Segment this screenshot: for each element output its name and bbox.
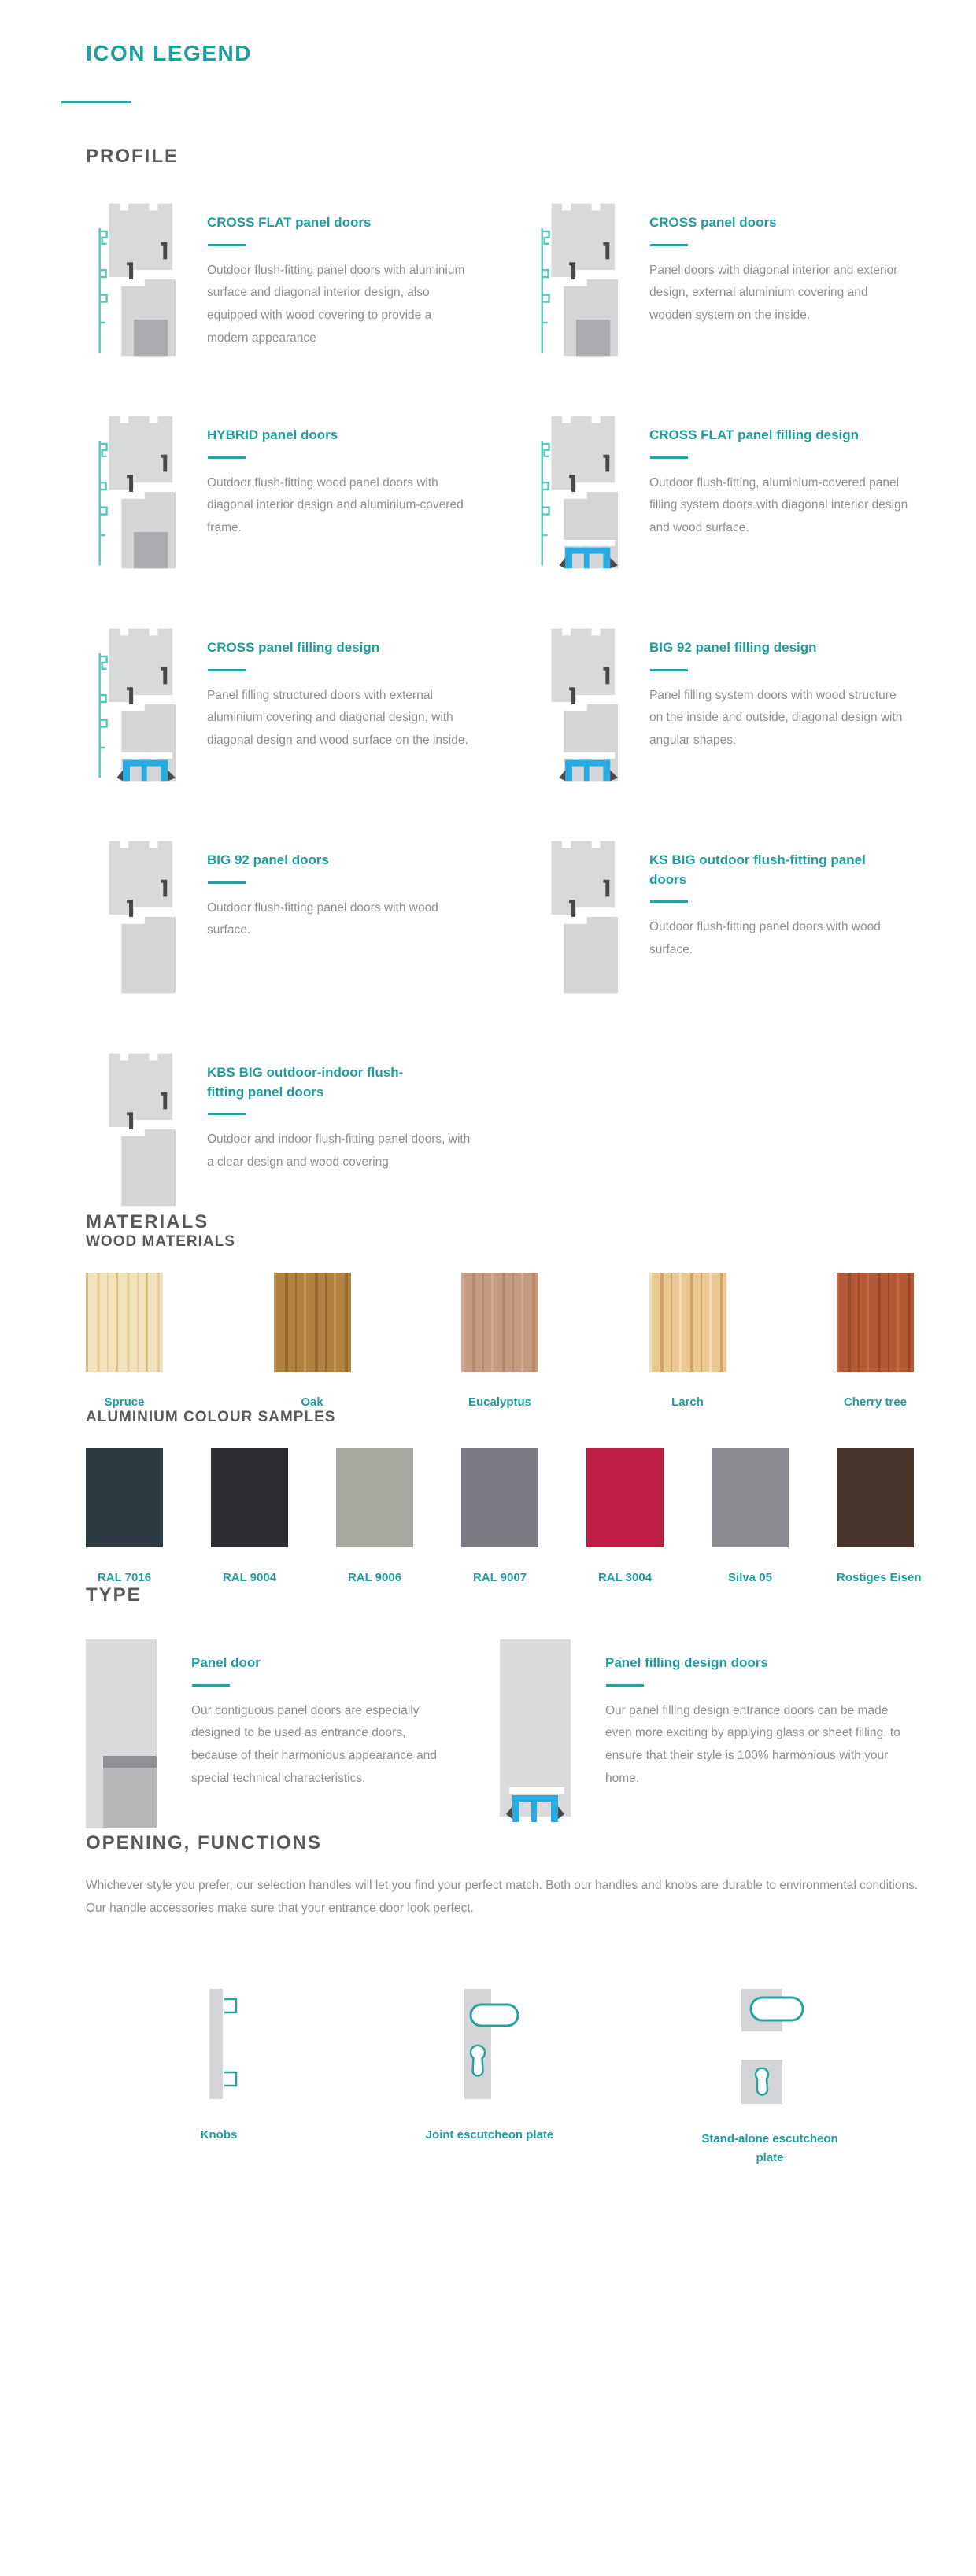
profile-item-underline — [650, 900, 688, 903]
aluminium-sample-label: RAL 9006 — [347, 1571, 402, 1584]
profile-item-description: Panel filling structured doors with external aluminium covering and diagonal design, with diagonal design and wood surface on the inside. — [207, 688, 468, 747]
wood-sample — [86, 1273, 163, 1409]
profile-item — [86, 833, 528, 999]
type-item-underline — [606, 1684, 644, 1687]
wood-sample-label: Cherry tree — [843, 1395, 908, 1409]
hybrid-panel-doors-profile-icon — [86, 408, 179, 574]
profile-item-description: Panel doors with diagonal interior and exterior design, external aluminium covering and wooden system on the inside. — [649, 263, 898, 322]
profile-item-description: Panel filling system doors with wood structure on the inside and outside, diagonal design with angular shapes. — [649, 688, 903, 747]
handles-row — [86, 1987, 921, 2192]
aluminium-sample — [211, 1448, 288, 1584]
wood-sample — [461, 1273, 538, 1409]
type-item-underline — [192, 1684, 230, 1687]
type-item-title: Panel door — [191, 1655, 261, 1670]
aluminium-swatch-row — [86, 1448, 922, 1584]
profile-item-title: CROSS FLAT panel filling design — [649, 427, 860, 442]
profile-item-description: Outdoor flush-fitting panel doors with wood surface. — [649, 920, 881, 956]
aluminium-sample-label: Silva 05 — [728, 1571, 772, 1584]
wood-sample-label: Eucalyptus — [468, 1395, 532, 1409]
aluminium-swatch-image — [86, 1448, 163, 1547]
profile-item-underline — [208, 244, 246, 246]
kbs-big-outdoor-indoor-flush-fitting-panel-doors-profile-icon — [86, 1046, 179, 1211]
aluminium-colour-samples-heading: ALUMINIUM COLOUR SAMPLES — [86, 1409, 336, 1425]
materials-section-heading: MATERIALS — [86, 1211, 209, 1233]
profile-item-underline — [208, 669, 246, 671]
profile-item-description: Outdoor flush-fitting panel doors with aluminium surface and diagonal interior design, also equipped with wood covering to provide a modern appearance — [207, 263, 465, 345]
profile-item-title: BIG 92 panel doors — [207, 852, 329, 867]
handle-item — [667, 1987, 872, 2168]
type-item — [86, 1639, 500, 1832]
panel-filling-design-doors-type-icon — [500, 1639, 571, 1832]
page-title: ICON LEGEND — [86, 41, 252, 65]
panel-door-type-icon — [86, 1639, 157, 1832]
profile-item-underline — [208, 881, 246, 884]
handle-label: Joint escutcheon plate — [425, 2128, 554, 2142]
wood-materials-heading: WOOD MATERIALS — [86, 1233, 235, 1250]
aluminium-sample — [586, 1448, 664, 1584]
profile-item-underline — [208, 456, 246, 459]
handle-item — [387, 1987, 592, 2145]
type-item-description: Our contiguous panel doors are especially designed to be used as entrance doors, because of their harmonious appearance and special technical characteristics. — [191, 1703, 437, 1785]
profile-item-description: Outdoor flush-fitting, aluminium-covered panel filling system doors with diagonal interior design and wood surface. — [649, 475, 908, 534]
cross-panel-doors-profile-icon — [528, 196, 621, 361]
cross-flat-panel-filling-design-profile-icon — [528, 408, 621, 574]
profile-item — [528, 621, 921, 786]
joint-escutcheon-plate-icon — [442, 1987, 537, 2105]
profile-item — [86, 621, 528, 786]
wood-sample — [649, 1273, 726, 1409]
aluminium-swatch-image — [211, 1448, 288, 1547]
knobs-icon — [187, 1987, 250, 2105]
wood-sample — [274, 1273, 351, 1409]
profile-item-title: CROSS panel filling design — [207, 640, 380, 655]
aluminium-swatch-image — [586, 1448, 664, 1547]
opening-functions-description: Whichever style you prefer, our selection handles will let you find your perfect match. Both our handles and knobs are durable to environmental conditions. Our handle accessories make sure that your entrance door look perfect. — [86, 1879, 919, 1915]
profile-item-description: Outdoor and indoor flush-fitting panel doors, with a clear design and wood covering — [207, 1133, 471, 1169]
profile-item-description: Outdoor flush-fitting panel doors with wood surface. — [207, 900, 438, 937]
profile-item-title: BIG 92 panel filling design — [649, 640, 817, 655]
big-92-panel-doors-profile-icon — [86, 833, 179, 999]
aluminium-swatch-image — [837, 1448, 914, 1547]
cross-flat-panel-doors-profile-icon — [86, 196, 179, 361]
aluminium-sample-label: Rostiges Eisen — [837, 1571, 922, 1584]
profile-item-underline — [650, 669, 688, 671]
ks-big-outdoor-flush-fitting-panel-doors-profile-icon — [528, 833, 621, 999]
profile-item-title: KS BIG outdoor flush-fitting panel doors — [649, 852, 866, 887]
handle-item — [140, 1987, 298, 2145]
type-item-description: Our panel filling design entrance doors can be made even more exciting by applying glass or sheet filling, to ensure that their style is 100% harmonious with your home. — [605, 1703, 900, 1785]
type-section-heading: TYPE — [86, 1584, 142, 1606]
profile-item — [528, 196, 921, 361]
stand-alone-escutcheon-plate-icon — [723, 1987, 817, 2109]
type-item-title: Panel filling design doors — [605, 1655, 768, 1670]
handle-label: Knobs — [200, 2128, 238, 2142]
profile-item-title: HYBRID panel doors — [207, 427, 338, 442]
profile-item — [528, 408, 921, 574]
wood-sample-label: Spruce — [104, 1395, 145, 1409]
aluminium-swatch-image — [461, 1448, 538, 1547]
wood-swatch-row — [86, 1273, 914, 1409]
profile-item-description: Outdoor flush-fitting wood panel doors with diagonal interior design and aluminium-covered frame. — [207, 475, 464, 534]
profile-item-underline — [208, 1113, 246, 1115]
profile-item-underline — [650, 456, 688, 459]
type-items-row — [86, 1639, 921, 1832]
aluminium-sample-label: RAL 3004 — [597, 1571, 653, 1584]
profile-items-grid — [86, 196, 921, 1211]
wood-swatch-image — [837, 1273, 914, 1372]
wood-sample-label: Larch — [671, 1395, 704, 1409]
profile-item-title: CROSS panel doors — [649, 215, 777, 230]
aluminium-sample — [837, 1448, 922, 1584]
title-underline — [61, 101, 131, 103]
wood-swatch-image — [274, 1273, 351, 1372]
wood-swatch-image — [461, 1273, 538, 1372]
wood-sample-label: Oak — [301, 1395, 323, 1409]
profile-item — [528, 833, 921, 999]
profile-item-underline — [650, 244, 688, 246]
aluminium-sample — [86, 1448, 163, 1584]
profile-item — [86, 408, 528, 574]
profile-section-heading: PROFILE — [86, 146, 179, 167]
profile-item — [86, 196, 528, 361]
profile-item-title: KBS BIG outdoor-indoor flush-fitting panel doors — [207, 1065, 404, 1100]
wood-swatch-image — [86, 1273, 163, 1372]
type-item — [500, 1639, 921, 1832]
opening-functions-heading: OPENING, FUNCTIONS — [86, 1832, 323, 1853]
wood-swatch-image — [649, 1273, 726, 1372]
profile-item-title: CROSS FLAT panel doors — [207, 215, 372, 230]
aluminium-swatch-image — [712, 1448, 789, 1547]
aluminium-sample-label: RAL 9007 — [472, 1571, 527, 1584]
aluminium-sample — [336, 1448, 413, 1584]
profile-item — [86, 1046, 528, 1211]
aluminium-sample-label: RAL 9004 — [222, 1571, 277, 1584]
aluminium-swatch-image — [336, 1448, 413, 1547]
aluminium-sample — [461, 1448, 538, 1584]
aluminium-sample-label: RAL 7016 — [97, 1571, 152, 1584]
aluminium-sample — [712, 1448, 789, 1584]
handle-label: Stand-alone escutcheon plate — [701, 2132, 838, 2165]
cross-panel-filling-design-profile-icon — [86, 621, 179, 786]
wood-sample — [837, 1273, 914, 1409]
big-92-panel-filling-design-profile-icon — [528, 621, 621, 786]
